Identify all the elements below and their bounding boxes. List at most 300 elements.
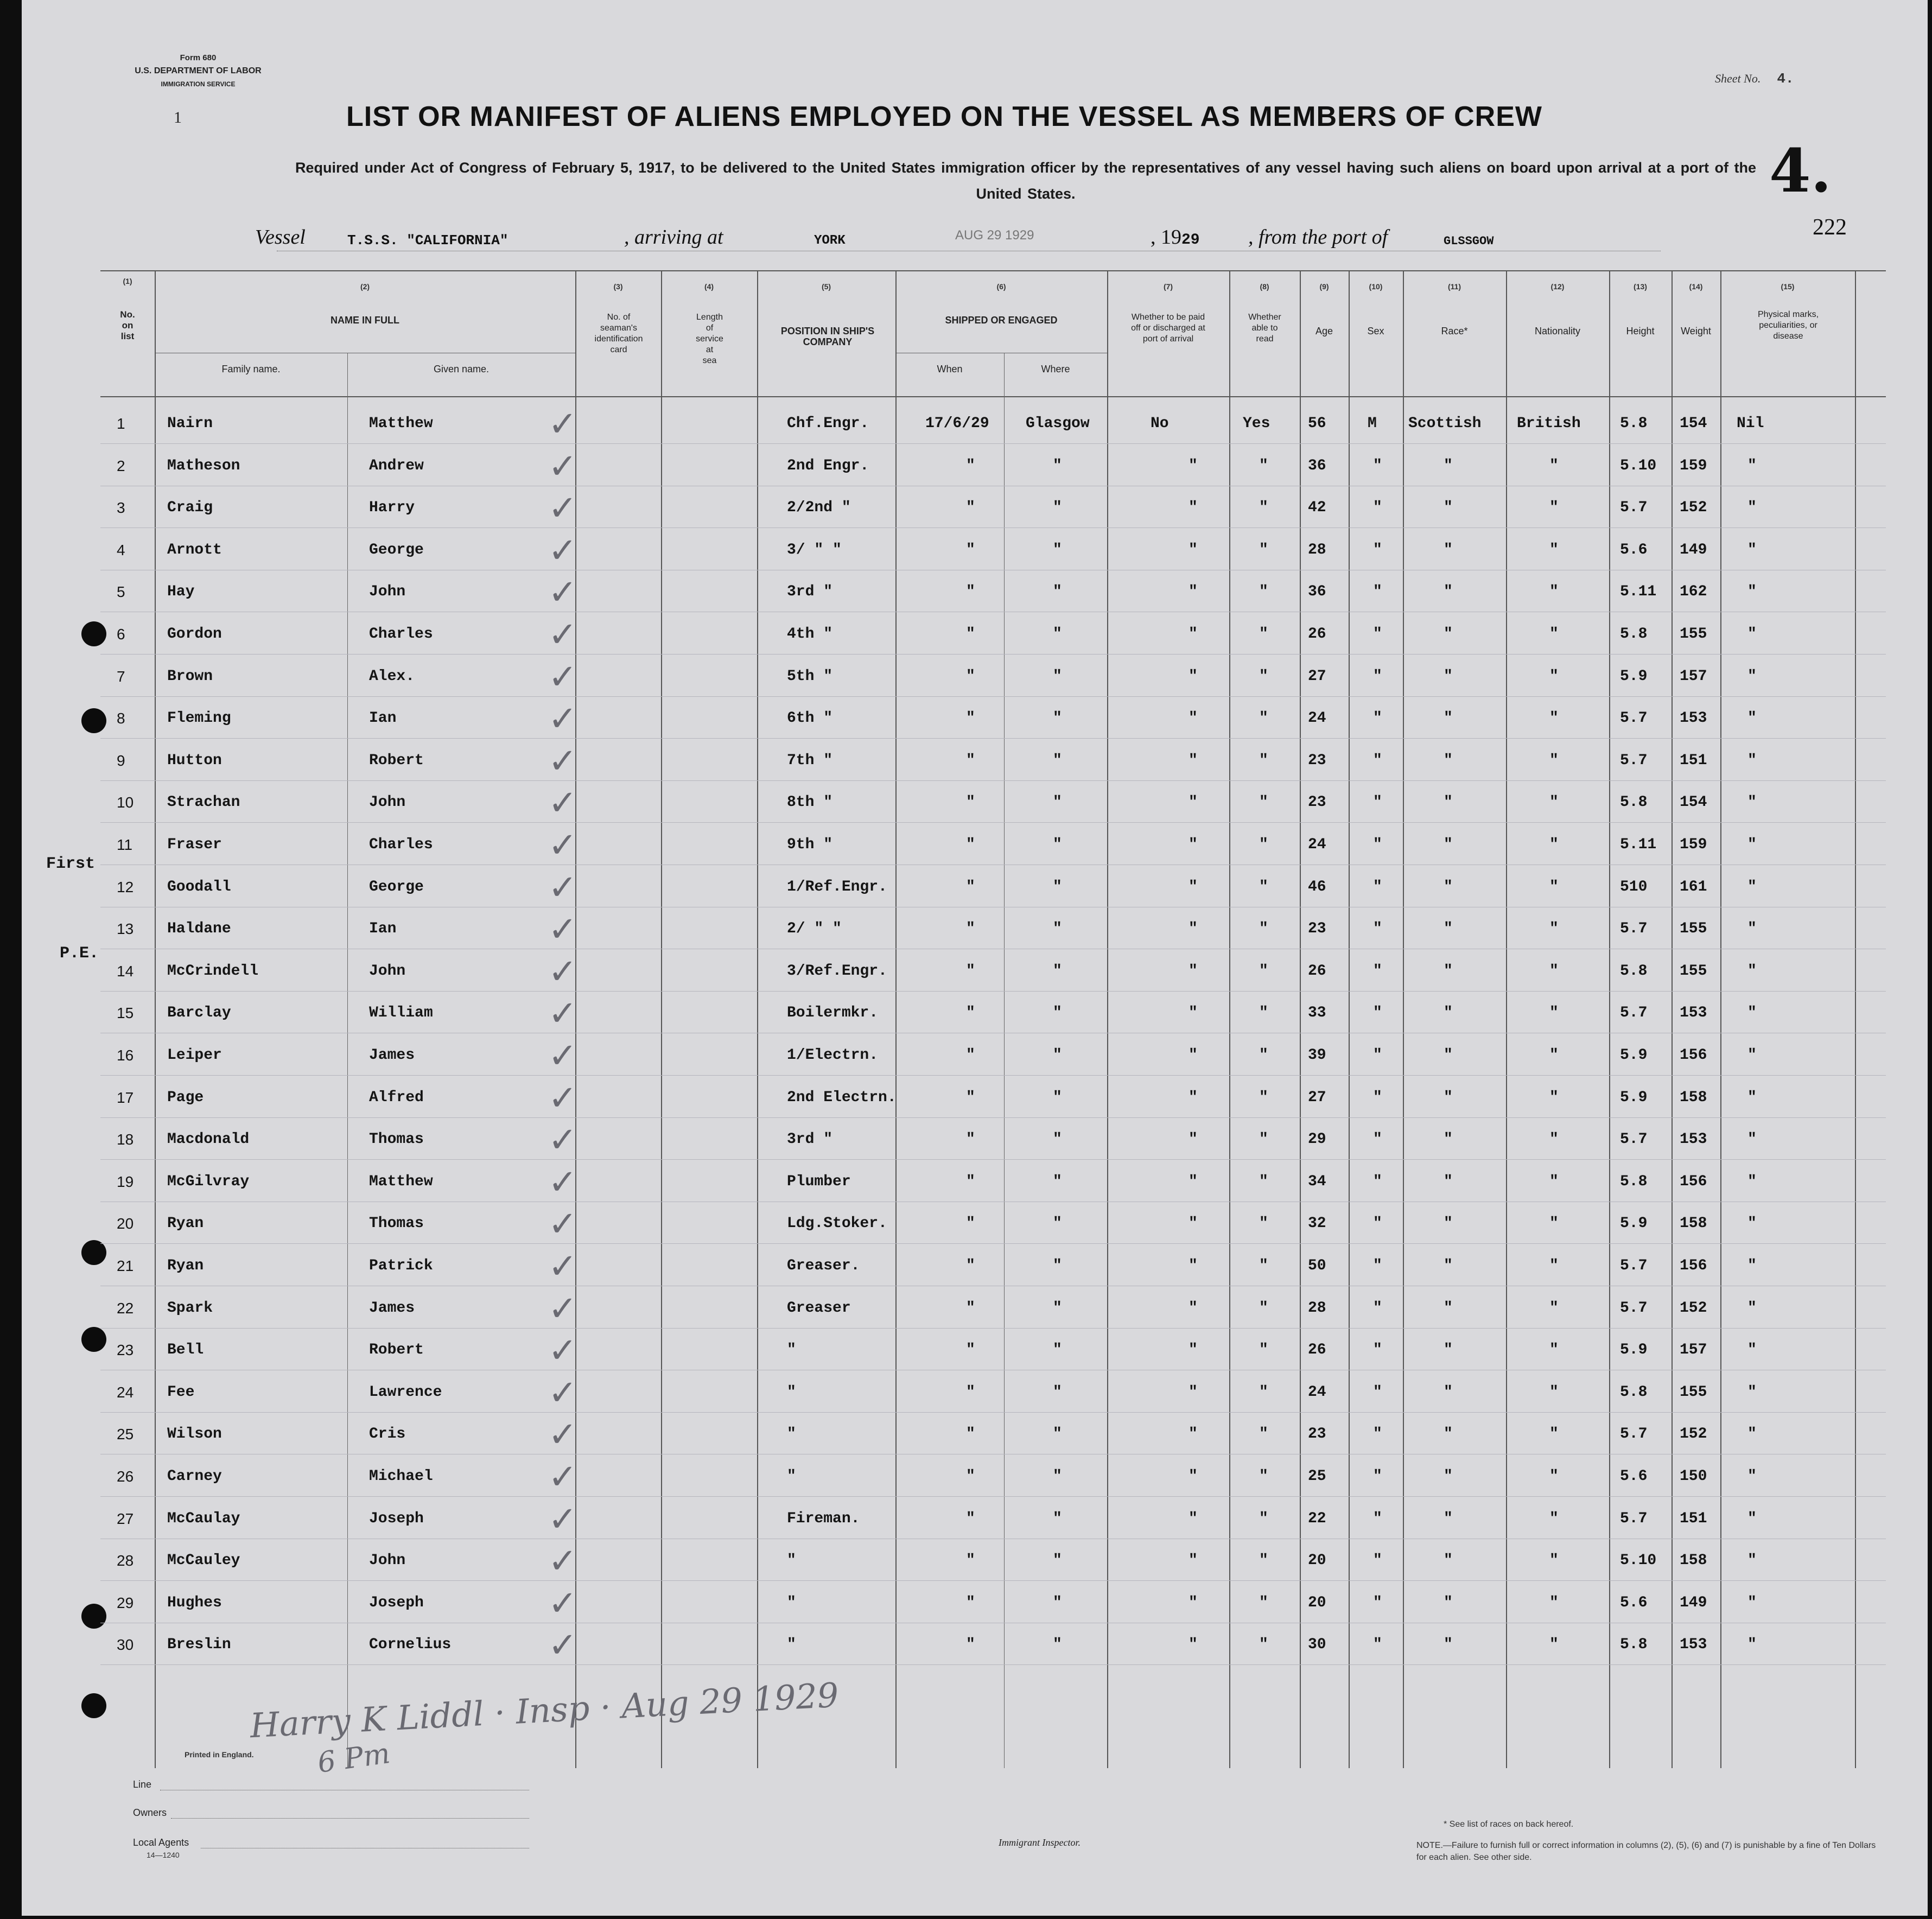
row-number: 14 [117, 963, 134, 980]
ditto-mark: " [1444, 583, 1453, 600]
check-mark-icon: ✓ [548, 699, 577, 739]
row-number: 18 [117, 1131, 134, 1148]
check-mark-icon: ✓ [548, 1625, 577, 1666]
ditto-mark: " [1549, 1552, 1559, 1569]
check-mark-icon: ✓ [548, 868, 577, 908]
ditto-mark: " [1189, 1215, 1198, 1232]
position: 8th " [787, 794, 833, 811]
ditto-mark: " [1189, 710, 1198, 727]
height: 5.8 [1620, 1384, 1648, 1401]
ditto-mark: " [966, 499, 975, 516]
age: 26 [1308, 963, 1326, 980]
row-rule [100, 991, 1886, 992]
ditto-mark: " [1747, 1173, 1757, 1190]
row-number: 28 [117, 1552, 134, 1569]
position: 1/Ref.Engr. [787, 879, 887, 895]
ditto-mark: " [1259, 1005, 1268, 1021]
ditto-mark: " [1747, 542, 1757, 558]
position: 2/2nd " [787, 499, 851, 516]
ditto-mark: " [1373, 1426, 1382, 1443]
ditto-mark: " [1259, 668, 1268, 685]
ditto-mark: " [1053, 1342, 1062, 1358]
ditto-mark: " [1373, 1510, 1382, 1527]
row-number: 2 [117, 457, 125, 474]
ditto-mark: " [966, 1468, 975, 1485]
col-where: Where [1041, 364, 1070, 374]
family-name: Brown [167, 668, 213, 685]
age: 28 [1308, 1300, 1326, 1317]
ditto-mark: " [1189, 1342, 1198, 1358]
age: 23 [1308, 920, 1326, 937]
col-no-on-list: No. on list [120, 309, 135, 341]
height: 5.9 [1620, 668, 1648, 685]
ditto-mark: " [1373, 1089, 1382, 1106]
check-mark-icon: ✓ [548, 910, 577, 950]
ditto-mark: " [1373, 1384, 1382, 1401]
ditto-mark: " [1189, 1005, 1198, 1021]
ditto-mark: " [1747, 1426, 1757, 1443]
race-footnote: * See list of races on back hereof. [1444, 1820, 1574, 1829]
ditto-mark: " [1373, 1552, 1382, 1569]
ditto-mark: " [1444, 794, 1453, 811]
ditto-mark: " [1747, 836, 1757, 853]
family-name: Breslin [167, 1636, 231, 1653]
position: Plumber [787, 1173, 851, 1190]
height: 5.8 [1620, 1173, 1648, 1190]
ditto-mark: " [1444, 1131, 1453, 1148]
penalty-note: NOTE.—Failure to furnish full or correct information in columns (2), (5), (6) and (7) is punishable by a fine of Ten Dollars for each alien. See other side. [1416, 1841, 1876, 1862]
ditto-mark: " [1259, 1342, 1268, 1358]
ditto-mark: " [966, 1089, 975, 1106]
check-mark-icon: ✓ [548, 531, 577, 571]
ditto-mark: " [1373, 1636, 1382, 1653]
ditto-mark: " [1549, 1215, 1559, 1232]
weight: 152 [1680, 1300, 1707, 1317]
row-number: 16 [117, 1047, 134, 1064]
col-num-3: (3) [613, 282, 623, 291]
family-name: Spark [167, 1300, 213, 1317]
family-name: Ryan [167, 1257, 204, 1274]
ditto-mark: " [1747, 1215, 1757, 1232]
ditto-mark: " [1259, 1173, 1268, 1190]
ditto-mark: " [1444, 1215, 1453, 1232]
row-rule [100, 443, 1886, 444]
weight: 153 [1680, 710, 1707, 727]
position: 2nd Electrn. [787, 1089, 897, 1106]
immigrant-inspector-label: Immigrant Inspector. [999, 1837, 1081, 1848]
family-name: Leiper [167, 1047, 222, 1064]
ditto-mark: " [1549, 879, 1559, 895]
row-rule [100, 1496, 1886, 1497]
height: 5.6 [1620, 542, 1648, 558]
family-name: Nairn [167, 415, 213, 432]
ditto-mark: " [1747, 1047, 1757, 1064]
weight: 159 [1680, 457, 1707, 474]
ditto-mark: " [1053, 1257, 1062, 1274]
ditto-mark: " [1444, 1384, 1453, 1401]
ditto-mark: " [1259, 1510, 1268, 1527]
ditto-mark: " [966, 752, 975, 769]
position: " [787, 1342, 796, 1358]
position: 7th " [787, 752, 833, 769]
ditto-mark: " [1189, 1468, 1198, 1485]
weight: 154 [1680, 415, 1707, 432]
vessel-name: T.S.S. "CALIFORNIA" [347, 232, 509, 249]
ditto-mark: " [1549, 457, 1559, 474]
height: 5.9 [1620, 1342, 1648, 1358]
given-name: George [369, 879, 424, 895]
height: 5.6 [1620, 1594, 1648, 1611]
height: 5.7 [1620, 1257, 1648, 1274]
ditto-mark: " [966, 1215, 975, 1232]
height: 5.6 [1620, 1468, 1648, 1485]
ditto-mark: " [966, 1005, 975, 1021]
manifest-sheet [22, 0, 1928, 1916]
given-name: Thomas [369, 1131, 424, 1148]
col-length-of-service: Length of service at sea [696, 313, 723, 365]
weight: 155 [1680, 963, 1707, 980]
sex: M [1368, 415, 1377, 432]
age: 23 [1308, 794, 1326, 811]
ditto-mark: " [1444, 1300, 1453, 1317]
check-mark-icon: ✓ [548, 657, 577, 697]
ditto-mark: " [1747, 1089, 1757, 1106]
position: 3/Ref.Engr. [787, 963, 887, 980]
ditto-mark: " [1747, 1636, 1757, 1653]
ditto-mark: " [1549, 752, 1559, 769]
ditto-mark: " [1373, 1173, 1382, 1190]
ditto-mark: " [966, 1594, 975, 1611]
weight: 149 [1680, 542, 1707, 558]
position: " [787, 1426, 796, 1443]
col-race: Race* [1441, 326, 1468, 336]
ditto-mark: " [1053, 1300, 1062, 1317]
row-number: 17 [117, 1089, 134, 1106]
ditto-mark: " [1373, 1468, 1382, 1485]
col-weight: Weight [1681, 326, 1711, 336]
weight: 158 [1680, 1552, 1707, 1569]
ditto-mark: " [966, 1510, 975, 1527]
shipped-where: Glasgow [1026, 415, 1090, 432]
footer-local-agents-label: Local Agents [133, 1837, 189, 1848]
weight: 150 [1680, 1468, 1707, 1485]
ditto-mark: " [1259, 1384, 1268, 1401]
col-position: POSITION IN SHIP'S COMPANY [780, 326, 875, 347]
row-number: 27 [117, 1510, 134, 1527]
ditto-mark: " [966, 1342, 975, 1358]
ditto-mark: " [1259, 710, 1268, 727]
ditto-mark: " [1189, 1426, 1198, 1443]
weight: 161 [1680, 879, 1707, 895]
check-mark-icon: ✓ [548, 1120, 577, 1160]
row-rule [100, 696, 1886, 697]
ditto-mark: " [966, 1257, 975, 1274]
col-num-7: (7) [1163, 282, 1173, 291]
ditto-mark: " [966, 583, 975, 600]
ditto-mark: " [1444, 920, 1453, 937]
ditto-mark: " [1373, 1300, 1382, 1317]
ditto-mark: " [1189, 1131, 1198, 1148]
ditto-mark: " [1549, 583, 1559, 600]
ditto-mark: " [1747, 1510, 1757, 1527]
ditto-mark: " [1444, 668, 1453, 685]
height: 5.9 [1620, 1047, 1648, 1064]
age: 24 [1308, 836, 1326, 853]
department: U.S. DEPARTMENT OF LABOR [135, 66, 262, 75]
given-name: Robert [369, 752, 424, 769]
inspector-signature: Harry K Liddl · Insp · Aug 29 1929 [249, 1675, 840, 1746]
sheet-number-label: Sheet No. [1715, 72, 1761, 85]
age: 20 [1308, 1594, 1326, 1611]
row-rule [100, 1412, 1886, 1413]
given-name: Harry [369, 499, 415, 516]
check-mark-icon: ✓ [548, 1331, 577, 1371]
ditto-mark: " [1259, 1594, 1268, 1611]
age: 36 [1308, 583, 1326, 600]
ditto-mark: " [1747, 794, 1757, 811]
ditto-mark: " [1189, 752, 1198, 769]
ditto-mark: " [1747, 1005, 1757, 1021]
ditto-mark: " [1053, 1510, 1062, 1527]
position: 3rd " [787, 1131, 833, 1148]
position: 2nd Engr. [787, 457, 869, 474]
punch-hole [81, 1693, 106, 1718]
given-name: John [369, 963, 406, 980]
form-number: Form 680 [180, 53, 217, 62]
ditto-mark: " [1053, 542, 1062, 558]
weight: 156 [1680, 1257, 1707, 1274]
age: 22 [1308, 1510, 1326, 1527]
weight: 153 [1680, 1131, 1707, 1148]
age: 27 [1308, 668, 1326, 685]
handwritten-sheet-mark: 4. [1769, 136, 1832, 206]
weight: 149 [1680, 1594, 1707, 1611]
age: 23 [1308, 752, 1326, 769]
weight: 158 [1680, 1089, 1707, 1106]
ditto-mark: " [1259, 1552, 1268, 1569]
age: 23 [1308, 1426, 1326, 1443]
footer-form-code: 14—1240 [147, 1851, 180, 1859]
ditto-mark: " [1373, 794, 1382, 811]
signature-note: 6 Pm [315, 1737, 392, 1780]
row-rule [100, 738, 1886, 739]
ditto-mark: " [966, 1300, 975, 1317]
weight: 156 [1680, 1047, 1707, 1064]
ditto-mark: " [1549, 1468, 1559, 1485]
ditto-mark: " [1549, 1384, 1559, 1401]
height: 5.9 [1620, 1215, 1648, 1232]
col-age: Age [1315, 326, 1333, 336]
ditto-mark: " [1549, 1047, 1559, 1064]
ditto-mark: " [1053, 752, 1062, 769]
ditto-mark: " [1444, 1342, 1453, 1358]
row-number: 23 [117, 1342, 134, 1358]
ditto-mark: " [1373, 542, 1382, 558]
position: Greaser [787, 1300, 851, 1317]
col-num-1: (1) [123, 277, 132, 285]
row-rule [100, 1075, 1886, 1076]
ditto-mark: " [1373, 836, 1382, 853]
height: 5.7 [1620, 1131, 1648, 1148]
ditto-mark: " [1747, 1342, 1757, 1358]
ditto-mark: " [966, 1047, 975, 1064]
ditto-mark: " [1444, 752, 1453, 769]
given-name: John [369, 1552, 406, 1569]
ditto-mark: " [1189, 1384, 1198, 1401]
position: " [787, 1552, 796, 1569]
ditto-mark: " [1189, 499, 1198, 516]
row-number: 24 [117, 1384, 134, 1401]
ditto-mark: " [1053, 583, 1062, 600]
ditto-mark: " [1259, 879, 1268, 895]
height: 5.7 [1620, 1510, 1648, 1527]
family-name: Arnott [167, 542, 222, 558]
ditto-mark: " [1747, 1552, 1757, 1569]
ditto-mark: " [1549, 1636, 1559, 1653]
position: " [787, 1468, 796, 1485]
row-rule [100, 1664, 1886, 1665]
ditto-mark: " [1053, 1215, 1062, 1232]
family-name: McCauley [167, 1552, 240, 1569]
col-name-in-full: NAME IN FULL [331, 315, 399, 326]
position: 1/Electrn. [787, 1047, 879, 1064]
margin-note-pe: P.E. [60, 944, 99, 963]
col-nationality: Nationality [1534, 326, 1581, 336]
footer-owners-label: Owners [133, 1807, 167, 1818]
ditto-mark: " [1189, 1594, 1198, 1611]
row-number: 7 [117, 668, 125, 685]
row-number: 29 [117, 1594, 134, 1611]
ditto-mark: " [1259, 1426, 1268, 1443]
ditto-mark: " [1444, 1510, 1453, 1527]
punch-hole [81, 1327, 106, 1352]
family-name: McCaulay [167, 1510, 240, 1527]
ditto-mark: " [1747, 1594, 1757, 1611]
weight: 152 [1680, 499, 1707, 516]
given-name: George [369, 542, 424, 558]
ditto-mark: " [1189, 668, 1198, 685]
ditto-mark: " [1053, 1552, 1062, 1569]
family-name: Craig [167, 499, 213, 516]
ditto-mark: " [1373, 752, 1382, 769]
ditto-mark: " [966, 879, 975, 895]
row-number: 21 [117, 1257, 134, 1274]
ditto-mark: " [1053, 1089, 1062, 1106]
position: Greaser. [787, 1257, 860, 1274]
form-header [100, 52, 296, 91]
family-name: Hutton [167, 752, 222, 769]
height: 5.7 [1620, 1426, 1648, 1443]
row-number: 1 [117, 415, 125, 432]
ditto-mark: " [1747, 1131, 1757, 1148]
ditto-mark: " [1189, 836, 1198, 853]
ditto-mark: " [1053, 1131, 1062, 1148]
ditto-mark: " [1259, 836, 1268, 853]
age: 36 [1308, 457, 1326, 474]
age: 25 [1308, 1468, 1326, 1485]
ditto-mark: " [1747, 457, 1757, 474]
check-mark-icon: ✓ [548, 1162, 577, 1203]
position: Fireman. [787, 1510, 860, 1527]
ditto-mark: " [1373, 1594, 1382, 1611]
col-num-2: (2) [360, 282, 370, 291]
ditto-mark: " [966, 457, 975, 474]
ditto-mark: " [966, 920, 975, 937]
shipped-when: 17/6/29 [925, 415, 989, 432]
row-rule [100, 1243, 1886, 1244]
row-number: 5 [117, 583, 125, 600]
ditto-mark: " [1549, 836, 1559, 853]
col-num-4: (4) [704, 282, 714, 291]
col-when: When [937, 364, 963, 374]
ditto-mark: " [1549, 1510, 1559, 1527]
given-name: Robert [369, 1342, 424, 1358]
ditto-mark: " [1373, 710, 1382, 727]
ditto-mark: " [1549, 963, 1559, 980]
given-name: James [369, 1300, 415, 1317]
row-number: 6 [117, 626, 125, 643]
family-name: Page [167, 1089, 204, 1106]
ditto-mark: " [1053, 1468, 1062, 1485]
ditto-mark: " [1189, 879, 1198, 895]
given-name: Cris [369, 1426, 406, 1443]
ditto-mark: " [1053, 920, 1062, 937]
given-name: John [369, 583, 406, 600]
family-name: Hughes [167, 1594, 222, 1611]
row-number: 15 [117, 1005, 134, 1021]
ditto-mark: " [1444, 879, 1453, 895]
given-name: Thomas [369, 1215, 424, 1232]
check-mark-icon: ✓ [548, 1373, 577, 1413]
ditto-mark: " [1444, 1257, 1453, 1274]
check-mark-icon: ✓ [548, 783, 577, 823]
family-name: Fraser [167, 836, 222, 853]
weight: 162 [1680, 583, 1707, 600]
ditto-mark: " [1189, 1510, 1198, 1527]
ditto-mark: " [1373, 1047, 1382, 1064]
row-number: 26 [117, 1468, 134, 1485]
ditto-mark: " [1373, 920, 1382, 937]
position: " [787, 1594, 796, 1611]
ditto-mark: " [1259, 457, 1268, 474]
age: 26 [1308, 626, 1326, 643]
position: 5th " [787, 668, 833, 685]
ditto-mark: " [1747, 710, 1757, 727]
ditto-mark: " [1549, 499, 1559, 516]
ditto-mark: " [1053, 879, 1062, 895]
nationality: British [1517, 415, 1581, 432]
given-name: Matthew [369, 415, 433, 432]
check-mark-icon: ✓ [548, 1499, 577, 1540]
ditto-mark: " [1259, 583, 1268, 600]
ditto-mark: " [1373, 1131, 1382, 1148]
ditto-mark: " [1053, 1636, 1062, 1653]
weight: 155 [1680, 920, 1707, 937]
col-num-14: (14) [1689, 282, 1703, 291]
ditto-mark: " [1444, 1636, 1453, 1653]
ditto-mark: " [1444, 1552, 1453, 1569]
ditto-mark: " [966, 963, 975, 980]
ditto-mark: " [1189, 794, 1198, 811]
row-number: 11 [117, 836, 133, 853]
ditto-mark: " [1053, 1384, 1062, 1401]
from-port-label: , from the port of [1248, 226, 1388, 249]
ditto-mark: " [1189, 583, 1198, 600]
ditto-mark: " [1549, 1594, 1559, 1611]
ditto-mark: " [1259, 1257, 1268, 1274]
ditto-mark: " [1259, 499, 1268, 516]
ditto-mark: " [1259, 542, 1268, 558]
